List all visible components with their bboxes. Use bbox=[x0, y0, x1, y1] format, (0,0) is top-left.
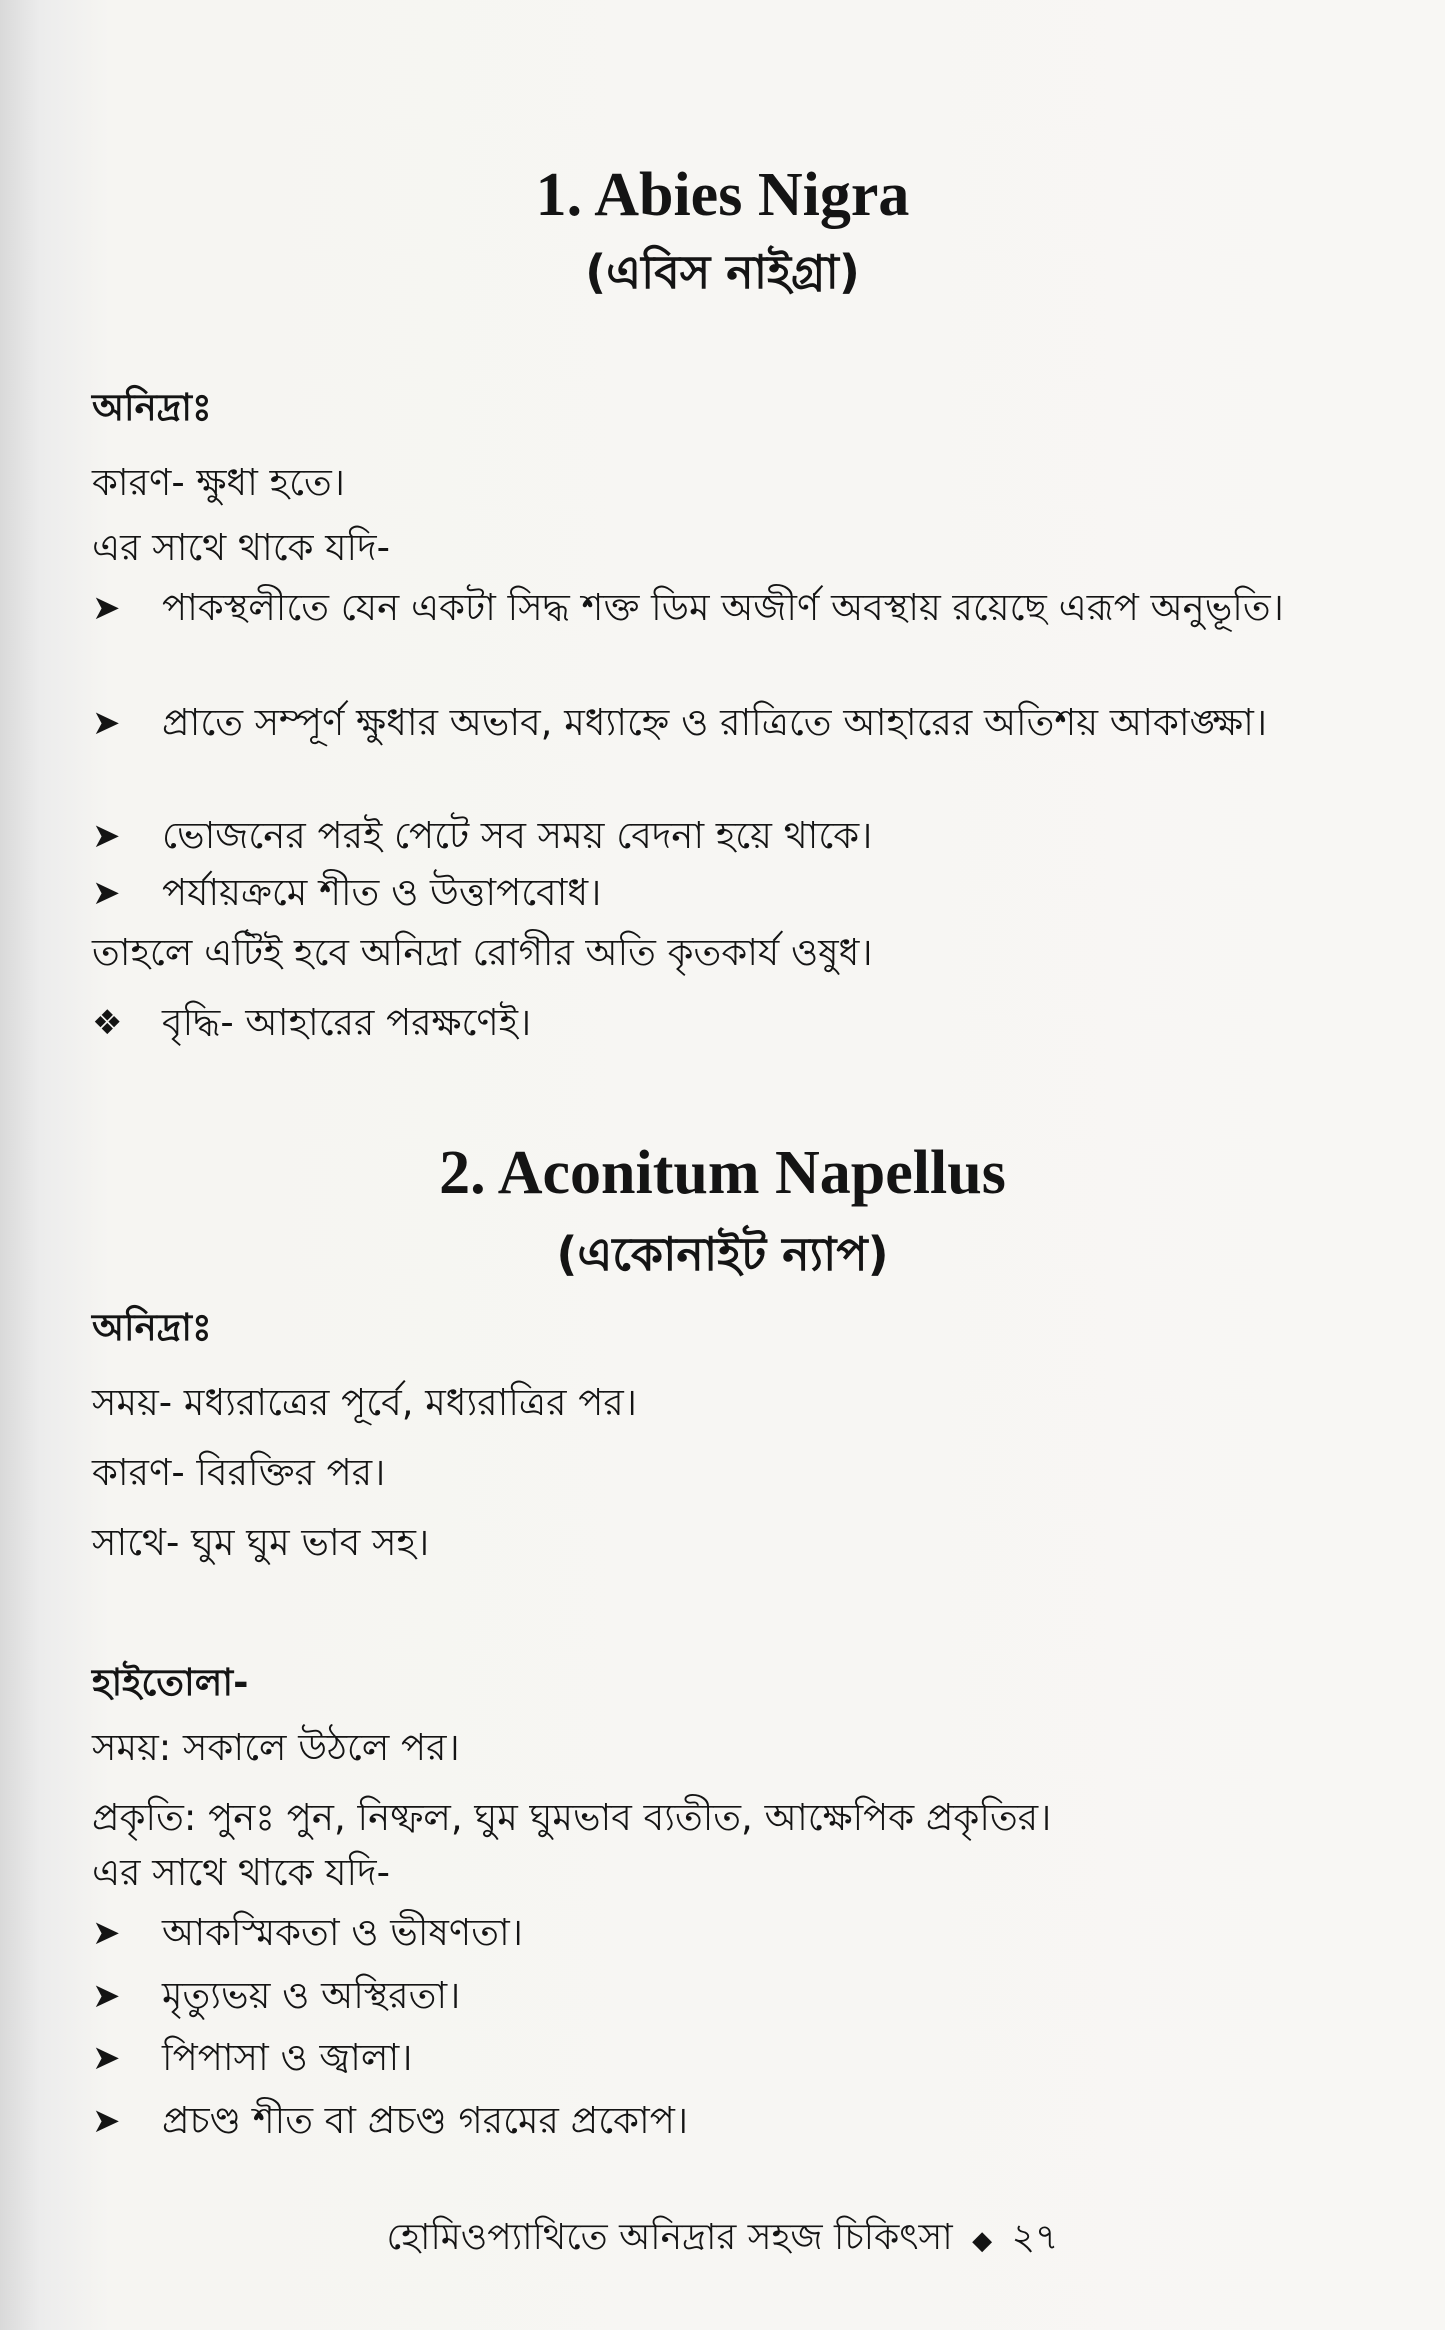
section2-nature: প্রকৃতি: পুনঃ পুন, নিষ্ফল, ঘুম ঘুমভাব ব্যতীত, আক্ষেপিক প্রকৃতির। bbox=[92, 1796, 1052, 1839]
section1-with-intro: এর সাথে থাকে যদি- bbox=[92, 526, 390, 569]
arrowhead-bullet-icon: ➤ bbox=[92, 2101, 121, 2141]
arrowhead-bullet-icon: ➤ bbox=[92, 1976, 121, 2016]
section2-bullet: ➤ প্রচণ্ড শীত বা প্রচণ্ড গরমের প্রকোপ। bbox=[92, 2093, 1392, 2149]
section1-bullet: ➤ প্রাতে সম্পূর্ণ ক্ষুধার অভাব, মধ্যাহ্নে ও রাত্রিতে আহারের অতিশয় আকাঙ্ক্ষা। bbox=[92, 695, 1392, 751]
section2-title: 2. Aconitum Napellus bbox=[439, 1139, 1006, 1207]
section1-aggravation: ❖ বৃদ্ধি- আহারের পরক্ষণেই। bbox=[92, 995, 1392, 1051]
section1-conclusion: তাহলে এটিই হবে অনিদ্রা রোগীর অতি কৃতকার্য ওষুধ। bbox=[92, 931, 873, 974]
section2-with-intro: এর সাথে থাকে যদি- bbox=[92, 1851, 390, 1894]
section1-cause: কারণ- ক্ষুধা হতে। bbox=[92, 461, 345, 504]
section2-heading2: হাইতোলা- bbox=[92, 1661, 249, 1704]
footer-title: হোমিওপ্যাথিতে অনিদ্রার সহজ চিকিৎসা bbox=[386, 2217, 953, 2258]
section1-title: 1. Abies Nigra bbox=[535, 161, 910, 229]
section1-bullet: ➤ পাকস্থলীতে যেন একটা সিদ্ধ শক্ত ডিম অজীর্ণ অবস্থায় রয়েছে এরূপ অনুভূতি। bbox=[92, 580, 1392, 636]
arrowhead-bullet-icon: ➤ bbox=[92, 2038, 121, 2078]
arrowhead-bullet-icon: ➤ bbox=[92, 703, 121, 743]
arrowhead-bullet-icon: ➤ bbox=[92, 588, 121, 628]
section2-bullet: ➤ পিপাসা ও জ্বালা। bbox=[92, 2030, 1392, 2086]
section1-bullet: ➤ পর্যায়ক্রমে শীত ও উত্তাপবোধ। bbox=[92, 865, 1392, 921]
four-diamond-bullet-icon: ❖ bbox=[92, 1003, 123, 1043]
section2-bullet: ➤ মৃত্যুভয় ও অস্থিরতা। bbox=[92, 1968, 1392, 2024]
section1-bullet: ➤ ভোজনের পরই পেটে সব সময় বেদনা হয়ে থাকে। bbox=[92, 808, 1392, 864]
section2-with: সাথে- ঘুম ঘুম ভাব সহ। bbox=[92, 1521, 430, 1564]
section2-cause: কারণ- বিরক্তির পর। bbox=[92, 1451, 386, 1494]
section2-time: সময়- মধ্যরাত্রের পূর্বে, মধ্যরাত্রির পর। bbox=[92, 1381, 637, 1424]
section2-time2: সময়: সকালে উঠলে পর। bbox=[92, 1726, 460, 1769]
section2-heading: অনিদ্রাঃ bbox=[92, 1306, 212, 1349]
arrowhead-bullet-icon: ➤ bbox=[92, 816, 121, 856]
section1-heading: অনিদ্রাঃ bbox=[92, 386, 212, 429]
arrowhead-bullet-icon: ➤ bbox=[92, 1913, 121, 1953]
section2-subtitle: (একোনাইট ন্যাপ) bbox=[556, 1227, 889, 1281]
section1-subtitle: (এবিস নাইগ্রা) bbox=[585, 245, 860, 299]
section2-bullet: ➤ আকস্মিকতা ও ভীষণতা। bbox=[92, 1905, 1392, 1961]
diamond-separator-icon: ◆ bbox=[972, 2226, 993, 2256]
page-footer bbox=[0, 2210, 1445, 2270]
arrowhead-bullet-icon: ➤ bbox=[92, 873, 121, 913]
page-number: ২৭ bbox=[1011, 2217, 1059, 2258]
